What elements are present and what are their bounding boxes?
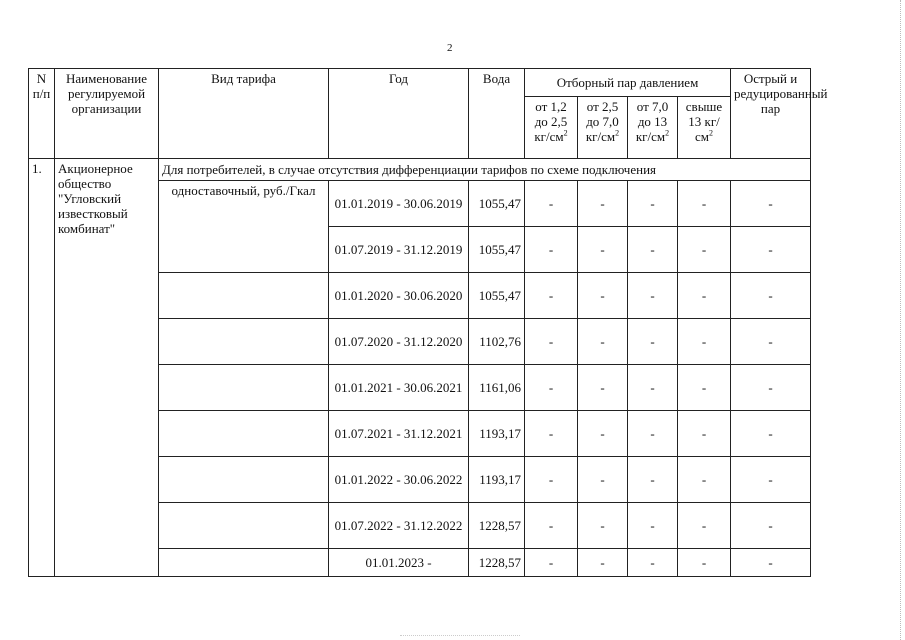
water-value: 1193,17 [469,457,525,503]
steam-value: - [578,411,628,457]
period-cell: 01.07.2022 - 31.12.2022 [329,503,469,549]
steam-value: - [628,503,678,549]
steam-value: - [628,181,678,227]
steam-value: - [578,319,628,365]
steam-value: - [628,365,678,411]
steam-value: - [731,273,811,319]
tariff-type-empty [159,549,329,577]
steam-value: - [678,365,731,411]
scan-edge [900,0,905,640]
steam-value: - [678,319,731,365]
water-value: 1193,17 [469,411,525,457]
period-cell: 01.07.2021 - 31.12.2021 [329,411,469,457]
water-value: 1102,76 [469,319,525,365]
steam-value: - [578,503,628,549]
steam-value: - [525,365,578,411]
steam-value: - [628,227,678,273]
header-year: Год [329,69,469,159]
organization-name: Акционерное общество "Угловский известковый комбинат" [55,159,159,577]
consumers-note: Для потребителей, в случае отсутствия дифференциации тарифов по схеме подключения [159,159,811,181]
steam-value: - [578,365,628,411]
water-value: 1055,47 [469,227,525,273]
period-cell: 01.01.2019 - 30.06.2019 [329,181,469,227]
header-tariff-type: Вид тарифа [159,69,329,159]
tariff-type-empty [159,319,329,365]
steam-value: - [525,319,578,365]
steam-value: - [678,457,731,503]
water-value: 1228,57 [469,503,525,549]
steam-value: - [678,549,731,577]
period-cell: 01.01.2022 - 30.06.2022 [329,457,469,503]
steam-value: - [731,181,811,227]
steam-value: - [525,411,578,457]
steam-value: - [628,457,678,503]
header-pressure-4: свыше 13 $кг/см^2$ [678,97,731,159]
steam-value: - [731,503,811,549]
steam-value: - [628,411,678,457]
steam-value: - [525,549,578,577]
page-number: 2 [447,42,453,54]
tariff-type-empty [159,457,329,503]
steam-value: - [525,273,578,319]
header-n: N п/п [29,69,55,159]
header-pressure-3: от 7,0 до 13 $кг/см^2$ [628,97,678,159]
tariff-type: одноставочный, руб./Гкал [159,181,329,273]
header-pressure-2: от 2,5 до 7,0 $кг/см^2$ [578,97,628,159]
water-value: 1055,47 [469,181,525,227]
steam-value: - [578,227,628,273]
steam-value: - [731,411,811,457]
period-cell: 01.01.2021 - 30.06.2021 [329,365,469,411]
steam-value: - [628,319,678,365]
steam-value: - [678,227,731,273]
tariff-table [28,68,828,577]
period-cell: 01.07.2020 - 31.12.2020 [329,319,469,365]
steam-value: - [731,319,811,365]
water-value: 1228,57 [469,549,525,577]
header-steam: Отборный пар давлением [525,69,731,97]
header-acute-steam: Острый и редуцированный пар [731,69,811,159]
steam-value: - [578,181,628,227]
steam-value: - [525,227,578,273]
scan-artifact [400,633,520,636]
period-cell: 01.01.2023 - [329,549,469,577]
tariff-type-empty [159,273,329,319]
steam-value: - [678,503,731,549]
header-pressure-1: от 1,2 до 2,5 $кг/см^2$ [525,97,578,159]
steam-value: - [731,227,811,273]
row-number: 1. [29,159,55,577]
steam-value: - [578,457,628,503]
steam-value: - [525,503,578,549]
header-water: Вода [469,69,525,159]
tariff-type-empty [159,365,329,411]
steam-value: - [731,549,811,577]
steam-value: - [731,457,811,503]
period-cell: 01.07.2019 - 31.12.2019 [329,227,469,273]
tariff-type-empty [159,503,329,549]
period-cell: 01.01.2020 - 30.06.2020 [329,273,469,319]
steam-value: - [628,549,678,577]
tariff-type-empty [159,411,329,457]
water-value: 1161,06 [469,365,525,411]
water-value: 1055,47 [469,273,525,319]
steam-value: - [578,273,628,319]
steam-value: - [678,411,731,457]
steam-value: - [628,273,678,319]
steam-value: - [678,273,731,319]
steam-value: - [678,181,731,227]
header-organization: Наименование регулируемой организации [55,69,159,159]
steam-value: - [578,549,628,577]
steam-value: - [525,457,578,503]
steam-value: - [525,181,578,227]
steam-value: - [731,365,811,411]
